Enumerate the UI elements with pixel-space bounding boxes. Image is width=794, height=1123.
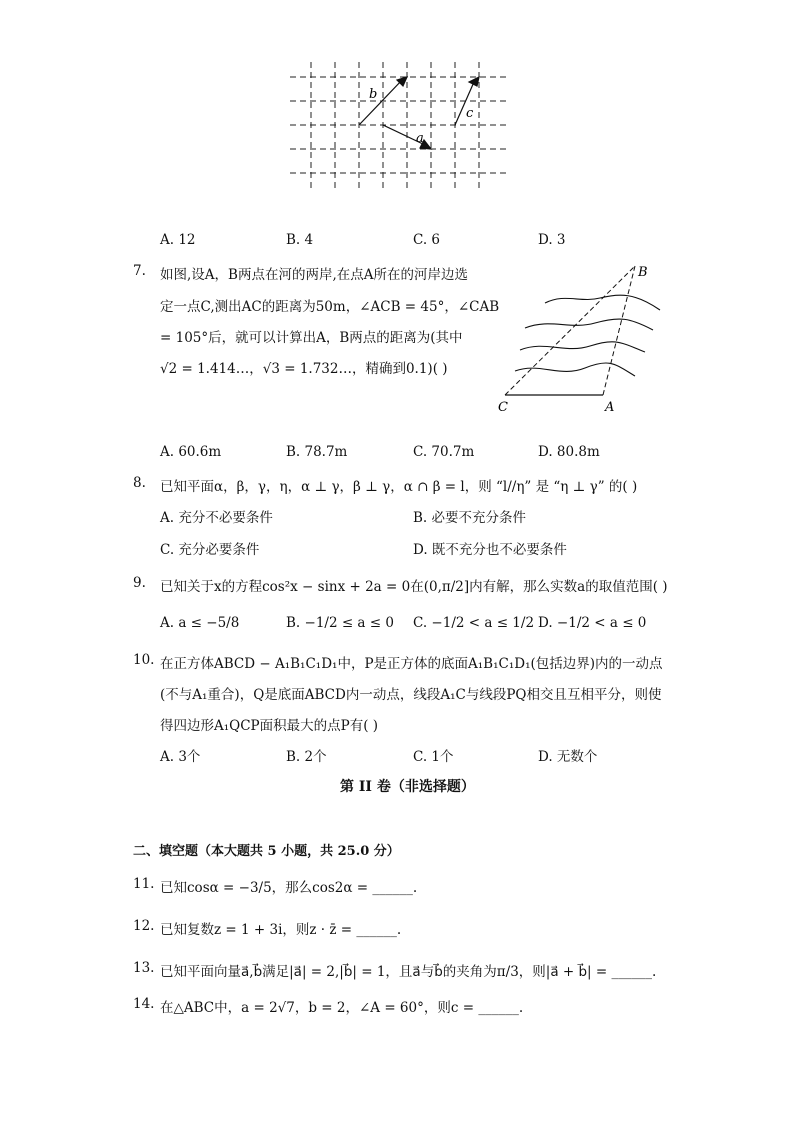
river-triangle-figure [495, 258, 665, 418]
part2-title: 第 II 卷（非选择题） [340, 779, 475, 795]
q9-option-c: C. −1/2 < a ≤ 1/2 [413, 615, 535, 631]
q11-text: 已知cosα = −3/5，那么cos2α = ______. [160, 880, 418, 896]
q7-option-b: B. 78.7m [286, 444, 348, 460]
q6-option-c: C. 6 [413, 232, 441, 248]
label-b: b [369, 87, 378, 102]
q9-number: 9. [133, 575, 146, 591]
q7-line-4: √2 = 1.414…，√3 = 1.732…，精确到0.1)( ) [160, 361, 448, 377]
q12-number: 12. [133, 918, 155, 934]
q6-option-d: D. 3 [538, 232, 566, 248]
q7-line-2: 定一点C,测出AC的距离为50m，∠ACB = 45°，∠CAB [160, 299, 500, 315]
q10-option-d: D. 无数个 [538, 749, 598, 765]
point-c-label: C [498, 400, 508, 415]
q9-text: 已知关于x的方程cos²x − sinx + 2a = 0在(0,π/2]内有解，那么实数a的取值范围( ) [160, 579, 668, 595]
q7-option-d: D. 80.8m [538, 444, 600, 460]
vector-b [359, 79, 403, 125]
q6-option-b: B. 4 [286, 232, 314, 248]
q10-number: 10. [133, 652, 155, 668]
q8-option-b: B. 必要不充分条件 [413, 510, 527, 526]
q9-option-b: B. −1/2 ≤ a ≤ 0 [286, 615, 394, 631]
label-a: a [416, 131, 424, 146]
vector-grid-figure [285, 60, 510, 195]
q8-option-c: C. 充分必要条件 [160, 542, 260, 558]
q10-line-3: 得四边形A₁QCP面积最大的点P有( ) [160, 718, 379, 734]
q7-option-a: A. 60.6m [160, 444, 222, 460]
q9-option-d: D. −1/2 < a ≤ 0 [538, 615, 647, 631]
q12-text: 已知复数z = 1 + 3i，则z · z̄ = ______. [160, 922, 402, 938]
point-b-label: B [638, 265, 648, 280]
q8-text: 已知平面α，β，γ，η，α ⊥ γ，β ⊥ γ，α ∩ β = l，则 “l//η” 是 “η ⊥ γ” 的( ) [160, 479, 638, 495]
q11-number: 11. [133, 876, 155, 892]
q14-text: 在△ABC中，a = 2√7，b = 2，∠A = 60°，则c = ______. [160, 1000, 524, 1016]
q7-line-1: 如图,设A，B两点在河的两岸,在点A所在的河岸边选 [160, 267, 469, 283]
q6-option-a: A. 12 [160, 232, 196, 248]
q7-option-c: C. 70.7m [413, 444, 475, 460]
label-c: c [466, 106, 474, 121]
q10-option-a: A. 3个 [160, 749, 201, 765]
q10-line-1: 在正方体ABCD − A₁B₁C₁D₁中，P是正方体的底面A₁B₁C₁D₁(包括边界)内的一动点 [160, 656, 663, 672]
q13-number: 13. [133, 960, 155, 976]
q13-text: 已知平面向量a⃗,b⃗满足|a⃗| = 2,|b⃗| = 1，且a⃗与b⃗的夹角为π/3，则|a⃗ + b⃗| = ______. [160, 964, 657, 980]
q8-option-a: A. 充分不必要条件 [160, 510, 273, 526]
q7-number: 7. [133, 263, 146, 279]
point-a-label: A [605, 400, 615, 415]
q8-option-d: D. 既不充分也不必要条件 [413, 542, 567, 558]
section2-title: 二、填空题（本大题共 5 小题，共 25.0 分） [133, 844, 400, 859]
q7-line-3: = 105°后，就可以计算出A，B两点的距离为(其中 [160, 330, 463, 346]
q10-option-c: C. 1个 [413, 749, 454, 765]
q10-line-2: (不与A₁重合)，Q是底面ABCD内一动点，线段A₁C与线段PQ相交且互相平分，则使 [160, 687, 662, 703]
q8-number: 8. [133, 475, 146, 491]
q9-option-a: A. a ≤ −5/8 [160, 615, 240, 631]
q10-option-b: B. 2个 [286, 749, 327, 765]
q14-number: 14. [133, 996, 155, 1012]
